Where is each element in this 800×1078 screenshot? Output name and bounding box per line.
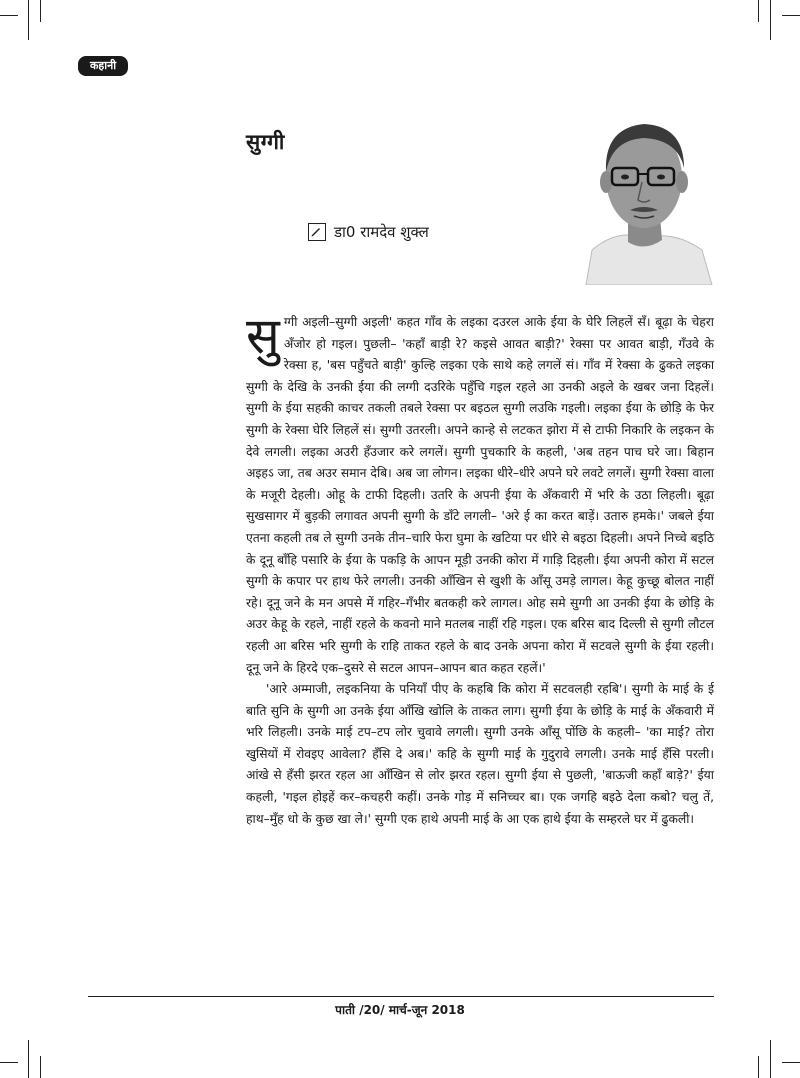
crop-mark xyxy=(758,0,759,22)
paragraph xyxy=(246,307,714,679)
crop-mark xyxy=(0,15,18,16)
footer-divider xyxy=(88,996,714,997)
author-name: डा0 रामदेव शुक्ल xyxy=(334,223,429,241)
crop-mark xyxy=(770,1040,771,1078)
crop-mark xyxy=(28,1040,29,1078)
story-body xyxy=(246,307,714,830)
crop-mark xyxy=(40,0,41,22)
crop-mark xyxy=(758,1056,759,1078)
paragraph: 'आरे अम्माजी, लइकनिया के पनियाँ पीए के कहबि कि कोरा में सटवलही रहबि'। सुग्गी के माई के ई बाति सुनि के सुग्गी आ उनके ईया आँखि खोलि के ताकत लाग। सुग्गी ईया के छोड़ि के माई के अँकवारी में भरि लिहली। उनके माई टप–टप लोर चुवावे लगली। सुग्गी उनके आँसू पोंछि के कहली– 'का माई? तोरा खुसियों में रोवइए आवेला? हँसि दे अब।' कहि के सुग्गी माई के गुदुरावे लगली। उनके माई हँसि परली। आंखे से हँसी झरत रहल आ आँखिन से लोर झरत रहल। सुग्गी ईया से पुछली, 'बाऊजी कहाँ बाड़े?' ईया कहली, 'गइल होइहें कर–कचहरी कहीं। उनके गोड़ में सनिच्चर बा। एक जगहि बइठे देला कबो? चलु तें, हाथ–मुँह धो के कुछ खा ले।' सुग्गी एक हाथे अपनी माई के आ एक हाथे ईया के सम्हरले घर में ढुकली। xyxy=(246,682,714,826)
page-footer: पाती /20/ मार्च-जून 2018 xyxy=(335,1003,465,1017)
drop-cap: सु xyxy=(246,307,280,365)
paragraph-text: ग्गी अइली–सुग्गी अइली' कहत गाँव के लइका दउरल आके ईया के घेरि लिहलें सँ। बूढ़ा के चेहरा अँजोर हो गइल। पुछली– 'कहाँ बाड़ी रे? कइसे आवत बाड़ी?' रेक्सा पर आवत बाड़ी, गँउवे के रेक्सा ह, 'बस पहुँचते बाड़ी' कुल्हि लइका एके साथे कहे लगलें सं। गाँव में रेक्सा के ढुकते लइका सुग्गी के देखि के उनकी ईया की लग्गी दउरिके पहुँचि गइल रहले आ उनकी अइले के खबर जना दिहलें। सुग्गी के ईया सहकी काचर तकली तबले रेक्सा पर बइठल सुग्गी लउकि गइली। लइका ईया के छोड़ि के फेर सुग्गी के रेक्सा घेरि लिहलें सं। सुग्गी उतरली। अपने कान्हे से लटकत झोरा में से टाफी निकारि के लइकन के देवे लगली। लइका अउरी हँउजार करे लगलें। सुग्गी पुचकारि के कहली, 'अब तहन पाच घरे जा। बिहान अइहऽ जा, तब अउर समान देबि। अब जा लोगन। लइका धीरे–धीरे अपने घरे लवटे लगलें। सुग्गी रेक्सा वाला के मजूरी देहली। ओहू के टाफी दिहली। उतरि के अपनी ईया के अँकवारी में भरि के उठा लिहली। बूढ़ा सुखसागर में बुड़की लगावत अपनी सुग्गी के डाँटे लगली– 'अरे ई का करत बाड़ें। उतारु हमके।' जबले ईया एतना कहली तब ले सुग्गी उनके तीन–चारि फेरा घुमा के खटिया पर धीरे से बइठा दिहली। अपने निच्चे बइठि के दूनू बाँहि पसारि के ईया के पकड़ि के आपन मूड़ी उनकी कोरा में गाड़ि दिहली। ईया अपनी कोरा में सटल सुग्गी के कपार पर हाथ फेरे लगली। उनकी आँखिन से खुशी के आँसू उमड़े लागल। केहू कुच्छू बोलत नाहीं रहे। दूनू जने के मन अपसे में गहिर–गँभीर बतकही करे लागल। ओह समे सुग्गी आ उनकी ईया के छोड़ि के अउर केहू के रहले, नाहीं रहले के कवनो माने मतलब नाहीं रहि गइल। एक बरिस बाद दिल्ली से सुग्गी लौटल रहली आ बरिस भरि सुग्गी के राहि ताकत रहले के बाद उनके अपना कोरा में सटवले सुग्गी के ईया रहली। दूनू जने के हिरदे एक–दुसरे से सटल आपन–आपन बात कहत रहलें।' xyxy=(246,315,714,675)
crop-mark xyxy=(28,0,29,40)
author-line xyxy=(308,222,429,242)
pen-icon xyxy=(308,223,326,241)
crop-mark xyxy=(782,1062,800,1063)
crop-mark xyxy=(40,1056,41,1078)
crop-mark xyxy=(770,0,771,40)
crop-mark xyxy=(782,15,800,16)
crop-mark xyxy=(0,1062,18,1063)
story-title: सुग्गी xyxy=(246,130,285,154)
section-badge: कहानी xyxy=(78,56,128,76)
author-photo xyxy=(578,110,716,285)
